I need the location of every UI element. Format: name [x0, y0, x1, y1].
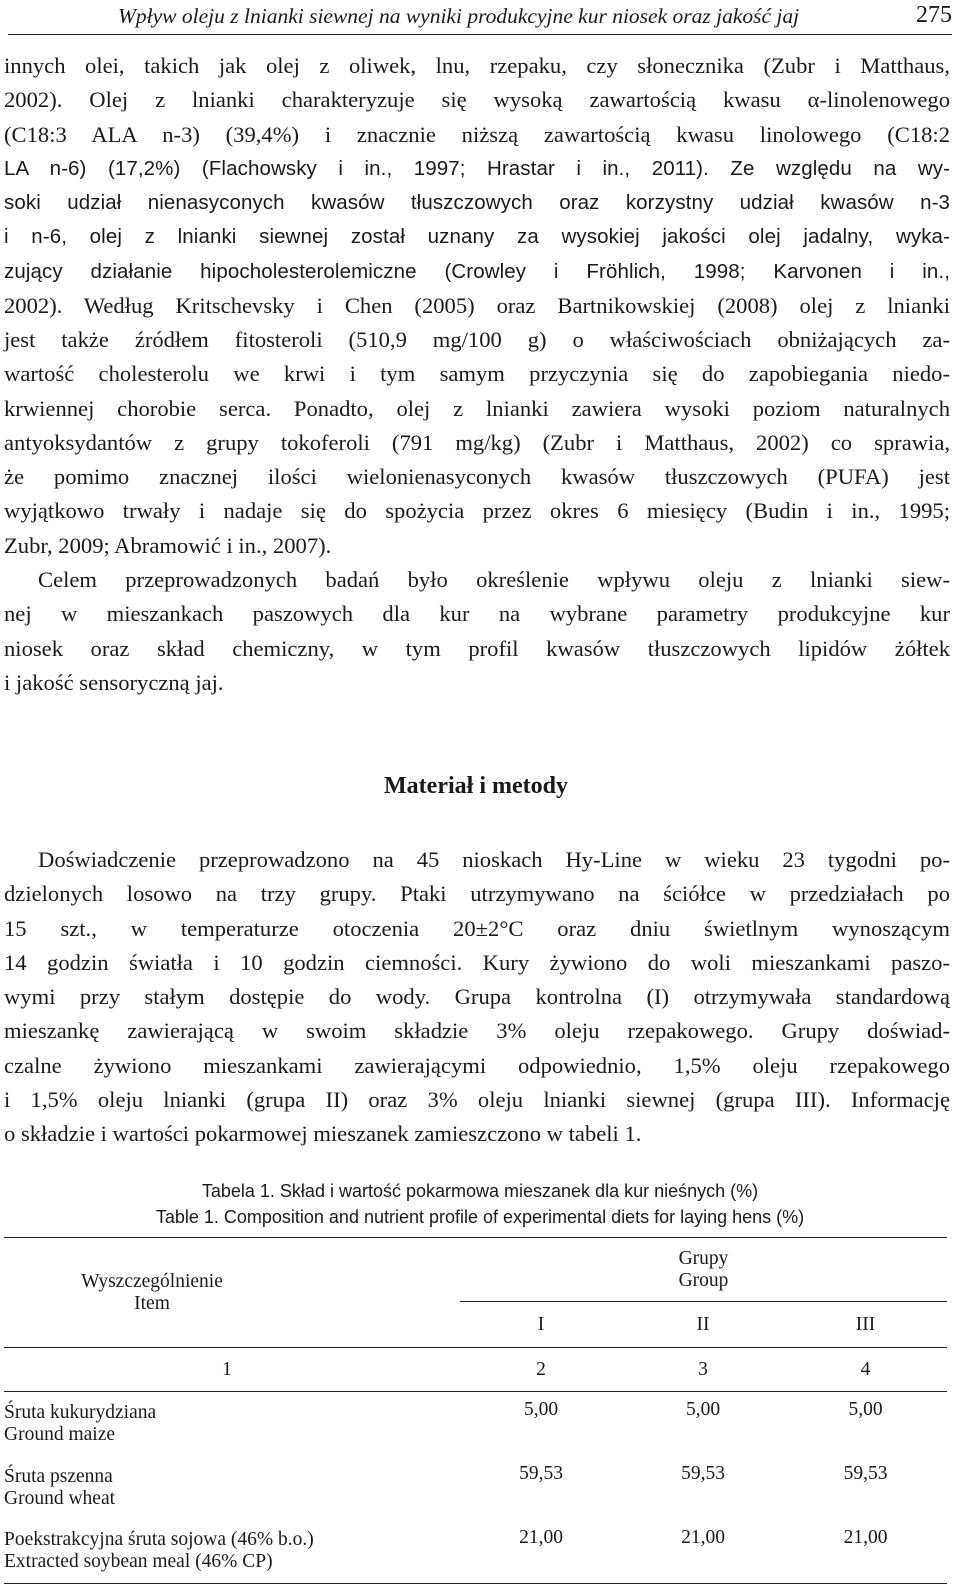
table-row [4, 1456, 947, 1520]
running-header-title: Wpływ oleju z lnianki siewnej na wyniki produkcyjne kur niosek oraz jakość jaj [118, 4, 800, 28]
text-line: wymi przy stałym dostępie do wody. Grupa kontrolna (I) otrzymywała standardową [4, 984, 950, 1009]
diet-composition-table [4, 1237, 947, 1584]
text-line: 2002). Olej z lnianki charakteryzuje się wysoką zawartością kwasu α-linolenowego [4, 87, 950, 113]
text-line: i 1,5% oleju lnianki (grupa II) oraz 3% oleju lnianki siewnej (grupa III). Informację [4, 1086, 950, 1112]
paragraph-methods [4, 843, 950, 1151]
table-cell: 5,00 [848, 1399, 883, 1420]
text-line: i jakość sensoryczną jaj. [4, 669, 224, 695]
text-line: Doświadczenie przeprowadzono na 45 nioskach Hy-Line w wieku 23 tygodni po- [38, 847, 950, 872]
group-label: I [460, 1302, 622, 1348]
row-label [4, 1456, 460, 1520]
text-line: wartość cholesterolu we krwi i tym samym przyczynia się do zapobiegania niedo- [4, 361, 950, 387]
column-number: 2 [536, 1358, 546, 1380]
table-cell: 5,00 [685, 1399, 721, 1420]
row-label-en: Ground maize [4, 1423, 116, 1445]
text-line: antyoksydantów z grupy tokoferoli (791 mg/kg) (Zubr i Matthaus, 2002) co sprawia, [4, 429, 950, 455]
section-title: Materiał i metody [384, 773, 568, 799]
text-line: nej w mieszankach paszowych dla kur na wybrane parametry produkcyjne kur [4, 601, 950, 627]
text-line: krwiennej chorobie serca. Ponadto, olej z lnianki zawiera wysoki poziom naturalnych [4, 395, 950, 421]
text-line: innych olei, takich jak olej z oliwek, lnu, rzepaku, czy słonecznika (Zubr i Matthaus, [4, 53, 950, 78]
table-row [4, 1392, 947, 1456]
text-line: 2002). Według Kritschevsky i Chen (2005) oraz Bartnikowskiej (2008) olej z lnianki [4, 292, 950, 318]
column-number: 4 [860, 1358, 871, 1380]
table-caption-en: Table 1. Composition and nutrient profile of experimental diets for laying hens (%) [155, 1207, 805, 1227]
table-caption-pl: Tabela 1. Skład i wartość pokarmowa mieszanek dla kur nieśnych (%) [201, 1181, 759, 1201]
table-cell: 21,00 [681, 1526, 725, 1548]
running-header [8, 0, 952, 35]
table-cell: 5,00 [523, 1399, 559, 1420]
table-cell: 59,53 [519, 1462, 563, 1484]
row-label-pl: Śruta kukurydziana [4, 1401, 157, 1423]
text-line: LA n-6) (17,2%) (Flachowsky i in., 1997; Hrastar i in., 2011). Ze względu na wy- [4, 156, 950, 180]
row-label [4, 1520, 460, 1584]
text-line: (C18:3 ALA n-3) (39,4%) i znacznie niższą zawartością kwasu linolowego (C18:2 [4, 121, 950, 147]
item-header-en: Item [134, 1292, 170, 1314]
column-number: 1 [222, 1358, 232, 1380]
column-number: 3 [698, 1358, 708, 1380]
item-header-cell [4, 1238, 460, 1348]
text-line: czalne żywiono mieszankami zawierającymi odpowiednio, 1,5% oleju rzepakowego [4, 1052, 950, 1078]
group-header-cell [460, 1238, 947, 1302]
group-label: II [622, 1302, 784, 1348]
text-line: że pomimo znacznej ilości wielonienasyconych kwasów tłuszczowych (PUFA) jest [4, 464, 950, 489]
text-line: wyjątkowo trwały i nadaje się do spożycia przez okres 6 miesięcy (Budin i in., 1995; [4, 498, 950, 524]
text-line: mieszankę zawierającą w swoim składzie 3% oleju rzepakowego. Grupy doświad- [4, 1018, 950, 1044]
group-header-pl: Grupy [678, 1247, 729, 1269]
text-line: o składzie i wartości pokarmowej mieszanek zamieszczono w tabeli 1. [4, 1121, 642, 1146]
row-label [4, 1392, 460, 1456]
text-line: Celem przeprowadzonych badań było określenie wpływu oleju z lnianki siew- [38, 567, 950, 592]
text-line: soki udział nienasyconych kwasów tłuszczowych oraz korzystny udział kwasów n-3 [4, 191, 950, 214]
table-cell: 21,00 [843, 1526, 888, 1548]
row-label-en: Extracted soybean meal (46% CP) [4, 1551, 273, 1573]
text-line: zujący działanie hipocholesterolemiczne (Crowley i Fröhlich, 1998; Karvonen i in., [4, 259, 950, 283]
text-line: 15 szt., w temperaturze otoczenia 20±2°C oraz dniu świetlnym wynoszącym [4, 915, 950, 941]
item-header-pl: Wyszczególnienie [81, 1270, 223, 1292]
row-label-pl: Poekstrakcyjna śruta sojowa (46% b.o.) [4, 1529, 314, 1551]
text-line: dzielonych losowo na trzy grupy. Ptaki utrzymywano na ściółce w przedziałach po [4, 881, 950, 907]
group-label: III [784, 1302, 947, 1348]
text-line: i n-6, olej z lnianki siewnej został uznany za wysokiej jakości olej jadalny, wyka- [4, 225, 950, 249]
row-label-en: Ground wheat [4, 1487, 116, 1509]
text-line: niosek oraz skład chemiczny, w tym profil kwasów tłuszczowych lipidów żółtek [4, 635, 950, 661]
text-line: Zubr, 2009; Abramowić i in., 2007). [4, 532, 332, 558]
text-line: 14 godzin światła i 10 godzin ciemności. Kury żywiono do woli mieszankami paszo- [4, 949, 950, 975]
paragraph-aim [4, 563, 950, 700]
table-cell: 59,53 [843, 1462, 888, 1484]
text-line: jest także źródłem fitosteroli (510,9 mg/100 g) o właściwościach obniżających za- [4, 327, 950, 352]
page-number: 275 [916, 2, 952, 28]
table-cell: 59,53 [681, 1462, 725, 1484]
table-row [4, 1520, 947, 1584]
row-label-pl: Śruta pszenna [4, 1465, 113, 1487]
table-cell: 21,00 [519, 1526, 563, 1548]
paragraph-introduction [4, 49, 950, 563]
group-header-en: Group [678, 1269, 729, 1291]
